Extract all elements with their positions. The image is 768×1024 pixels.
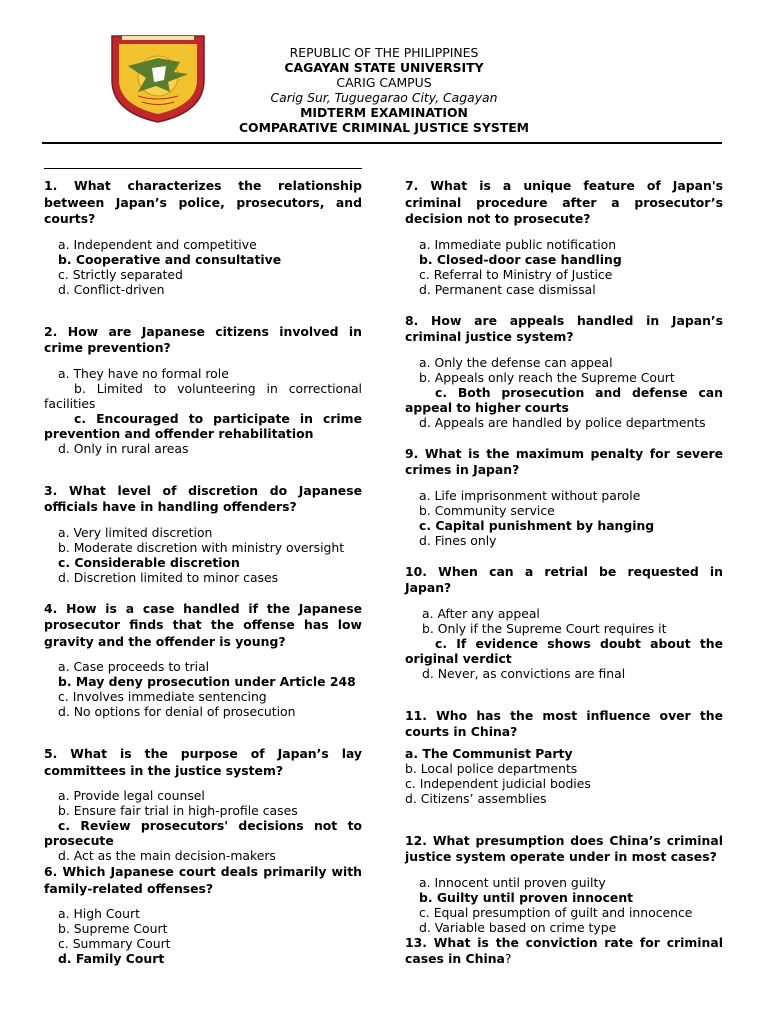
option: c. Summary Court	[58, 936, 171, 951]
question-13	[405, 935, 723, 968]
course-title: COMPARATIVE CRIMINAL JUSTICE SYSTEM	[238, 120, 530, 135]
option: d. Fines only	[419, 532, 497, 548]
option: a. Very limited discretion	[58, 524, 213, 540]
header-divider	[42, 142, 722, 144]
question-text: 2. How are Japanese citizens involved in crime prevention?	[44, 323, 362, 355]
option-answer: a. The Communist Party	[405, 745, 573, 761]
question-12	[405, 833, 723, 935]
option: c. Involves immediate sentencing	[58, 689, 267, 704]
university-name: CAGAYAN STATE UNIVERSITY	[284, 60, 484, 75]
option: a. Immediate public notification	[419, 236, 617, 252]
option: c. Independent judicial bodies	[405, 775, 591, 791]
option: a. After any appeal	[422, 605, 540, 621]
option: a. Case proceeds to trial	[58, 659, 210, 674]
option: a. They have no formal role	[58, 365, 229, 381]
option: d. Discretion limited to minor cases	[58, 569, 279, 585]
option-answer: d. Family Court	[58, 951, 165, 966]
option: c. Equal presumption of guilt and innocence	[419, 904, 693, 920]
option: d. No options for denial of prosecution	[58, 704, 296, 719]
option-answer: c. Review prosecutors' decisions not to prosecute	[44, 818, 362, 848]
question-text: 1. What characterizes the relationship between Japan’s police, prosecutors, and courts?	[44, 178, 362, 226]
option: a. High Court	[58, 906, 140, 921]
option: d. Appeals are handled by police departments	[419, 414, 706, 430]
option: b. Appeals only reach the Supreme Court	[419, 369, 675, 385]
option-answer: b. Closed-door case handling	[419, 251, 622, 267]
option: b. Only if the Supreme Court requires it	[422, 620, 667, 636]
option: b. Community service	[419, 502, 555, 518]
question-text: 10. When can a retrial be requested in Japan?	[405, 563, 723, 595]
question-text: 5. What is the purpose of Japan’s lay committees in the justice system?	[44, 746, 362, 778]
option-answer: c. Both prosecution and defense can appeal to higher courts	[405, 384, 723, 415]
option: c. Strictly separated	[58, 266, 183, 282]
exam-header	[0, 0, 768, 148]
option-answer: b. Cooperative and consultative	[58, 251, 282, 267]
right-column	[405, 178, 723, 977]
question-text: 4. How is a case handled if the Japanese prosecutor finds that the offense has low gravity and the offender is young?	[44, 600, 362, 649]
campus-address: Carig Sur, Tuguegarao City, Cagayan	[270, 90, 498, 105]
question-13-text: 13. What is the conviction rate for criminal cases in China	[405, 934, 723, 966]
question-text: 6. Which Japanese court deals primarily with family-related offenses?	[44, 864, 362, 896]
question-10	[405, 564, 723, 681]
question-7	[405, 178, 723, 297]
question-text: 11. Who has the most influence over the courts in China?	[405, 707, 723, 739]
header-text-block	[200, 45, 568, 135]
option: c. Referral to Ministry of Justice	[419, 266, 613, 282]
option: d. Never, as convictions are final	[422, 665, 626, 681]
question-8	[405, 313, 723, 430]
option: a. Independent and competitive	[58, 236, 257, 252]
option: b. Local police departments	[405, 760, 578, 776]
option-answer: c. If evidence shows doubt about the original verdict	[405, 635, 723, 666]
option: b. Supreme Court	[58, 921, 168, 936]
question-9	[405, 446, 723, 548]
question-text: 3. What level of discretion do Japanese officials have in handling offenders?	[44, 482, 362, 514]
question-13-mark: ?	[504, 951, 512, 966]
option: b. Limited to volunteering in correctional facilities	[44, 380, 362, 411]
name-line	[44, 168, 362, 169]
university-seal-logo	[108, 32, 208, 124]
option: d. Permanent case dismissal	[419, 281, 596, 297]
campus-name: CARIG CAMPUS	[336, 75, 432, 90]
question-4	[44, 601, 362, 720]
left-column	[44, 178, 362, 966]
option: d. Conflict-driven	[58, 281, 165, 297]
question-2	[44, 324, 362, 456]
question-1	[44, 178, 362, 297]
option: d. Variable based on crime type	[419, 919, 617, 935]
option-answer: b. May deny prosecution under Article 248	[58, 674, 356, 689]
question-3	[44, 483, 362, 585]
option: d. Citizens’ assemblies	[405, 790, 547, 806]
question-5	[44, 746, 362, 863]
republic-line: REPUBLIC OF THE PHILIPPINES	[289, 45, 479, 60]
option-answer: c. Considerable discretion	[58, 554, 240, 570]
option-answer: c. Encouraged to participate in crime prevention and offender rehabilitation	[44, 410, 362, 441]
question-text: 12. What presumption does China’s criminal justice system operate under in most cases?	[405, 832, 723, 864]
option: d. Only in rural areas	[58, 440, 189, 456]
exam-title: MIDTERM EXAMINATION	[300, 105, 468, 120]
option-answer: b. Guilty until proven innocent	[419, 889, 634, 905]
option: b. Ensure fair trial in high-profile cases	[58, 803, 298, 818]
question-text: 7. What is a unique feature of Japan's criminal procedure after a prosecutor’s decision not to prosecute?	[405, 178, 723, 226]
option: a. Provide legal counsel	[58, 788, 205, 803]
question-11	[405, 708, 723, 806]
option: b. Moderate discretion with ministry oversight	[58, 539, 345, 555]
option: a. Only the defense can appeal	[419, 354, 613, 370]
option-answer: c. Capital punishment by hanging	[419, 517, 655, 533]
question-text	[405, 935, 723, 968]
option: a. Innocent until proven guilty	[419, 874, 606, 890]
option: a. Life imprisonment without parole	[419, 487, 641, 503]
option: d. Act as the main decision-makers	[58, 848, 276, 863]
question-text: 9. What is the maximum penalty for severe crimes in Japan?	[405, 445, 723, 477]
question-text: 8. How are appeals handled in Japan’s criminal justice system?	[405, 312, 723, 344]
question-6	[44, 864, 362, 966]
